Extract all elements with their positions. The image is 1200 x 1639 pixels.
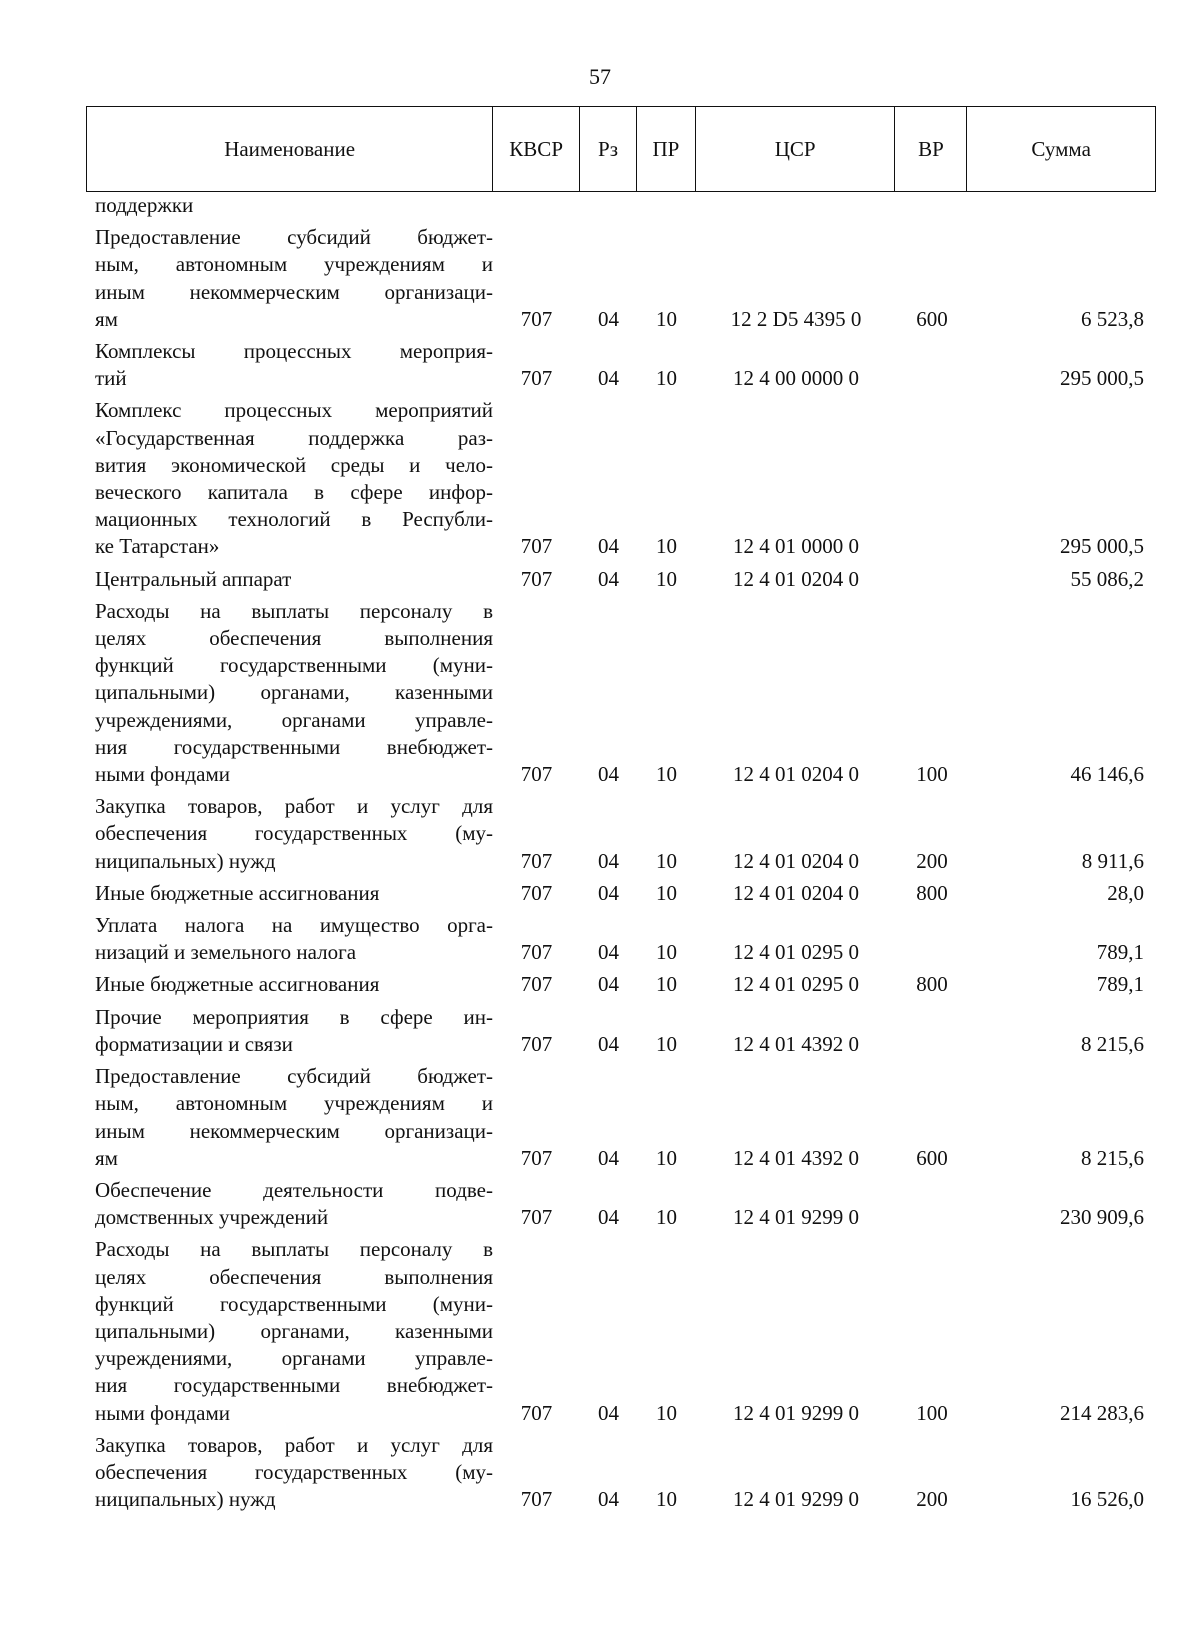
table-header bbox=[86, 106, 1156, 192]
row-vr: 100 bbox=[916, 762, 948, 787]
row-sum: 55 086,2 bbox=[1070, 566, 1144, 591]
row-rz: 04 bbox=[598, 762, 619, 787]
table-row bbox=[86, 971, 1156, 998]
row-name-line: ниципальных) нужд bbox=[95, 848, 276, 873]
row-name-line: иным некоммерческим организаци- bbox=[95, 1118, 493, 1143]
row-name-line: Комплексы процессных мероприя- bbox=[95, 339, 493, 364]
row-name-line: Закупка товаров, работ и услуг для bbox=[95, 1432, 493, 1457]
row-csr: 12 2 D5 4395 0 bbox=[730, 306, 862, 331]
row-rz: 04 bbox=[598, 534, 619, 559]
row-name-line: ципальными) органами, казенными bbox=[95, 680, 493, 705]
row-sum: 8 215,6 bbox=[1081, 1031, 1144, 1056]
row-name-line: функций государственными (муни- bbox=[95, 1291, 493, 1316]
row-name-line: «Государственная поддержка раз- bbox=[95, 425, 493, 450]
row-name bbox=[86, 224, 493, 333]
row-sum: 8 911,6 bbox=[1081, 848, 1144, 873]
row-csr: 12 4 00 0000 0 bbox=[733, 366, 859, 391]
row-sum: 295 000,5 bbox=[1060, 366, 1144, 391]
row-name bbox=[86, 1004, 493, 1058]
row-csr: 12 4 01 9299 0 bbox=[733, 1487, 859, 1512]
row-pr: 10 bbox=[656, 306, 677, 331]
row-name-line: ям bbox=[95, 1145, 118, 1170]
row-name-line: низаций и земельного налога bbox=[95, 940, 357, 965]
row-kvsr: 707 bbox=[520, 1487, 553, 1512]
row-pr: 10 bbox=[656, 1400, 677, 1425]
table-row bbox=[86, 1004, 1156, 1058]
row-rz: 04 bbox=[598, 880, 619, 905]
table-row bbox=[86, 1063, 1156, 1172]
table-row bbox=[86, 1177, 1156, 1231]
row-name bbox=[86, 598, 493, 788]
row-name-line: ным, автономным учреждениям и bbox=[95, 1091, 493, 1116]
column-header-pr: ПР bbox=[637, 107, 696, 191]
row-vr: 100 bbox=[916, 1400, 948, 1425]
row-gap bbox=[86, 1513, 1156, 1518]
row-kvsr: 707 bbox=[520, 848, 553, 873]
row-name bbox=[86, 1236, 493, 1426]
row-name-line: Расходы на выплаты персоналу в bbox=[95, 598, 493, 623]
row-name-line: ными фондами bbox=[95, 762, 231, 787]
row-sum: 789,1 bbox=[1096, 940, 1144, 965]
row-kvsr: 707 bbox=[520, 1400, 553, 1425]
table-row bbox=[86, 1432, 1156, 1514]
row-sum: 214 283,6 bbox=[1060, 1400, 1144, 1425]
row-name-line: Предоставление субсидий бюджет- bbox=[95, 225, 493, 250]
row-vr: 200 bbox=[916, 848, 948, 873]
row-name-line: ным, автономным учреждениям и bbox=[95, 252, 493, 277]
row-name-line: поддержки bbox=[95, 193, 194, 217]
table-row bbox=[86, 338, 1156, 392]
row-name-line: форматизации и связи bbox=[95, 1031, 293, 1056]
row-name bbox=[86, 1063, 493, 1172]
row-name-line: Предоставление субсидий бюджет- bbox=[95, 1064, 493, 1089]
table-row bbox=[86, 397, 1156, 560]
row-csr: 12 4 01 0204 0 bbox=[733, 762, 859, 787]
row-rz: 04 bbox=[598, 1145, 619, 1170]
row-sum: 28,0 bbox=[1107, 880, 1144, 905]
row-name-line: учреждениями, органами управле- bbox=[95, 1346, 493, 1371]
row-name bbox=[86, 397, 493, 560]
row-name bbox=[86, 566, 493, 593]
row-rz: 04 bbox=[598, 1031, 619, 1056]
page-number: 57 bbox=[589, 64, 611, 89]
row-sum: 6 523,8 bbox=[1081, 306, 1144, 331]
row-name-line: Иные бюджетные ассигнования bbox=[95, 972, 380, 997]
row-rz: 04 bbox=[598, 1400, 619, 1425]
row-name bbox=[86, 1432, 493, 1514]
row-name bbox=[86, 192, 493, 219]
row-kvsr: 707 bbox=[520, 880, 553, 905]
row-csr: 12 4 01 0204 0 bbox=[733, 848, 859, 873]
row-name-line: функций государственными (муни- bbox=[95, 653, 493, 678]
row-rz: 04 bbox=[598, 566, 619, 591]
row-csr: 12 4 01 0000 0 bbox=[733, 534, 859, 559]
row-csr: 12 4 01 0295 0 bbox=[733, 940, 859, 965]
row-name-line: ния государственными внебюджет- bbox=[95, 734, 493, 759]
row-csr: 12 4 01 0295 0 bbox=[733, 972, 859, 997]
row-name-line: Закупка товаров, работ и услуг для bbox=[95, 794, 493, 819]
row-name bbox=[86, 880, 493, 907]
row-kvsr: 707 bbox=[520, 366, 553, 391]
row-kvsr: 707 bbox=[520, 1145, 553, 1170]
row-name bbox=[86, 338, 493, 392]
row-csr: 12 4 01 0204 0 bbox=[733, 566, 859, 591]
row-vr: 800 bbox=[916, 972, 948, 997]
row-pr: 10 bbox=[656, 1205, 677, 1230]
row-vr: 600 bbox=[916, 306, 948, 331]
row-name-line: ке Татарстан» bbox=[95, 534, 220, 559]
row-pr: 10 bbox=[656, 534, 677, 559]
row-kvsr: 707 bbox=[520, 534, 553, 559]
row-sum: 230 909,6 bbox=[1060, 1205, 1144, 1230]
row-name-line: ям bbox=[95, 306, 118, 331]
row-name-line: ниципальных) нужд bbox=[95, 1487, 276, 1512]
table-body bbox=[86, 192, 1156, 1518]
table-row bbox=[86, 793, 1156, 875]
row-pr: 10 bbox=[656, 940, 677, 965]
column-header-kvsr: КВСР bbox=[493, 107, 580, 191]
column-header-rz: Рз bbox=[580, 107, 637, 191]
row-pr: 10 bbox=[656, 762, 677, 787]
row-sum: 16 526,0 bbox=[1070, 1487, 1144, 1512]
row-name-line: ными фондами bbox=[95, 1400, 231, 1425]
row-name-line: Иные бюджетные ассигнования bbox=[95, 880, 380, 905]
row-sum: 789,1 bbox=[1096, 972, 1144, 997]
row-kvsr: 707 bbox=[520, 762, 553, 787]
row-name-line: ципальными) органами, казенными bbox=[95, 1318, 493, 1343]
table-row bbox=[86, 566, 1156, 593]
row-pr: 10 bbox=[656, 1031, 677, 1056]
row-rz: 04 bbox=[598, 972, 619, 997]
row-vr: 800 bbox=[916, 880, 948, 905]
row-name-line: Прочие мероприятия в сфере ин- bbox=[95, 1004, 493, 1029]
row-name-line: вития экономической среды и чело- bbox=[95, 452, 493, 477]
row-pr: 10 bbox=[656, 848, 677, 873]
row-sum: 295 000,5 bbox=[1060, 534, 1144, 559]
row-name-line: целях обеспечения выполнения bbox=[95, 626, 493, 651]
row-csr: 12 4 01 9299 0 bbox=[733, 1205, 859, 1230]
row-name-line: учреждениями, органами управле- bbox=[95, 707, 493, 732]
row-name-line: веческого капитала в сфере инфор- bbox=[95, 480, 493, 505]
row-name-line: Центральный аппарат bbox=[95, 566, 292, 591]
row-sum: 46 146,6 bbox=[1070, 762, 1144, 787]
row-sum: 8 215,6 bbox=[1081, 1145, 1144, 1170]
row-name bbox=[86, 1177, 493, 1231]
row-pr: 10 bbox=[656, 880, 677, 905]
row-csr: 12 4 01 4392 0 bbox=[733, 1145, 859, 1170]
table-row bbox=[86, 880, 1156, 907]
row-name-line: иным некоммерческим организаци- bbox=[95, 279, 493, 304]
row-kvsr: 707 bbox=[520, 940, 553, 965]
row-kvsr: 707 bbox=[520, 566, 553, 591]
row-name-line: Комплекс процессных мероприятий bbox=[95, 398, 493, 423]
row-kvsr: 707 bbox=[520, 1031, 553, 1056]
column-header-name: Наименование bbox=[87, 107, 493, 191]
row-csr: 12 4 01 9299 0 bbox=[733, 1400, 859, 1425]
row-name bbox=[86, 971, 493, 998]
row-vr: 200 bbox=[916, 1487, 948, 1512]
row-rz: 04 bbox=[598, 1205, 619, 1230]
row-kvsr: 707 bbox=[520, 972, 553, 997]
row-rz: 04 bbox=[598, 848, 619, 873]
table-row bbox=[86, 912, 1156, 966]
column-header-csr: ЦСР bbox=[696, 107, 896, 191]
row-rz: 04 bbox=[598, 306, 619, 331]
row-rz: 04 bbox=[598, 940, 619, 965]
row-pr: 10 bbox=[656, 972, 677, 997]
table-row bbox=[86, 192, 1156, 219]
row-name-line: Уплата налога на имущество орга- bbox=[95, 913, 493, 938]
row-name-line: Обеспечение деятельности подве- bbox=[95, 1177, 493, 1202]
row-rz: 04 bbox=[598, 366, 619, 391]
row-name-line: целях обеспечения выполнения bbox=[95, 1264, 493, 1289]
row-name-line: тий bbox=[95, 366, 127, 391]
row-name-line: Расходы на выплаты персоналу в bbox=[95, 1237, 493, 1262]
table-row bbox=[86, 224, 1156, 333]
row-name-line: домственных учреждений bbox=[95, 1205, 329, 1230]
row-name-line: ния государственными внебюджет- bbox=[95, 1373, 493, 1398]
row-pr: 10 bbox=[656, 1145, 677, 1170]
table-row bbox=[86, 1236, 1156, 1426]
column-header-vr: ВР bbox=[895, 107, 967, 191]
row-name bbox=[86, 912, 493, 966]
row-pr: 10 bbox=[656, 1487, 677, 1512]
row-csr: 12 4 01 4392 0 bbox=[733, 1031, 859, 1056]
row-name-line: обеспечения государственных (му- bbox=[95, 821, 493, 846]
row-vr: 600 bbox=[916, 1145, 948, 1170]
row-csr: 12 4 01 0204 0 bbox=[733, 880, 859, 905]
row-pr: 10 bbox=[656, 566, 677, 591]
row-pr: 10 bbox=[656, 366, 677, 391]
row-name-line: мационных технологий в Республи- bbox=[95, 507, 493, 532]
row-kvsr: 707 bbox=[520, 306, 553, 331]
row-name-line: обеспечения государственных (му- bbox=[95, 1459, 493, 1484]
row-rz: 04 bbox=[598, 1487, 619, 1512]
table-row bbox=[86, 598, 1156, 788]
row-name bbox=[86, 793, 493, 875]
row-kvsr: 707 bbox=[520, 1205, 553, 1230]
column-header-sum: Сумма bbox=[1031, 136, 1091, 161]
